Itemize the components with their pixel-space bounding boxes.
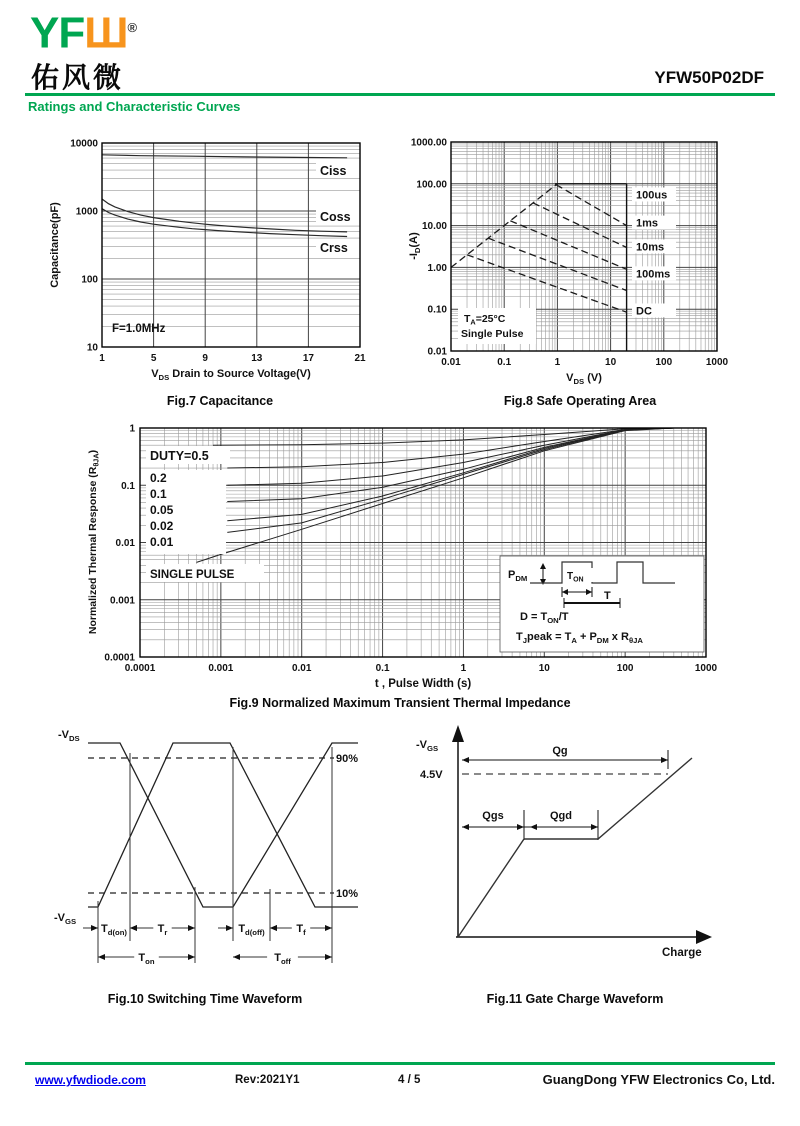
curve-label-1ms: 1ms (636, 217, 659, 230)
fig11-gate-charge-waveform (400, 722, 760, 970)
plateau-voltage-label: 4.5V (420, 769, 443, 781)
x-tick-label: 21 (354, 353, 366, 364)
test-condition-label: F=1.0MHz (112, 323, 166, 335)
curve-label-crss: Crss (320, 241, 348, 255)
x-tick-label: 17 (302, 353, 314, 364)
chart-label: $T_{d(on)}$ (101, 923, 127, 937)
revision-label: Rev:2021Y1 (235, 1074, 300, 1086)
y-axis-title: $-I_D(A)$ (408, 232, 422, 260)
fig7-capacitance-chart (28, 132, 380, 394)
qgd-label: Qgd (550, 810, 572, 822)
section-title: Ratings and Characteristic Curves (28, 99, 241, 114)
charge-axis-label: Charge (662, 947, 702, 959)
registered-trademark-icon: ® (127, 20, 137, 35)
duty-value-label: 0.1 (150, 487, 167, 501)
y-tick-label: 1.00 (427, 262, 447, 274)
vgs-axis-label: $-V_{GS}$ (416, 739, 439, 753)
x-tick-label: 0.001 (208, 663, 234, 674)
vds-label: $-V_{DS}$ (58, 729, 80, 743)
x-tick-label: 100 (616, 663, 634, 674)
fig9-thermal-impedance-chart (40, 418, 760, 710)
duty-value-label: 0.2 (150, 471, 167, 485)
part-number: YFW50P02DF (654, 68, 764, 87)
yfw-logo (30, 4, 136, 58)
website-link[interactable]: www.yfwdiode.com (35, 1073, 146, 1087)
fig8-caption: Fig.8 Safe Operating Area (503, 394, 657, 408)
level-10-label: 10% (336, 888, 359, 900)
y-tick-label: 0.001 (109, 595, 135, 607)
x-tick-label: 1000 (705, 357, 729, 368)
page-number: 4 / 5 (398, 1074, 421, 1086)
y-tick-label: 0.01 (115, 538, 135, 549)
chart-label: $T_{on}$ (138, 952, 155, 966)
fig10-switching-waveform (30, 725, 380, 975)
level-90-label: 90% (336, 753, 359, 765)
inset-ton-label: $T_{ON}$ (567, 571, 584, 584)
x-tick-label: 1 (554, 357, 561, 368)
duty-title-label: DUTY=0.5 (150, 449, 209, 463)
y-axis-title: Normalized Thermal Response $(R_{\theta JA})$ (87, 449, 101, 635)
y-tick-label: 0.01 (427, 346, 447, 358)
x-tick-label: 1 (99, 353, 105, 364)
x-tick-label: 100 (655, 357, 673, 368)
y-tick-label: 1000.00 (410, 137, 447, 149)
x-tick-label: 0.01 (291, 663, 312, 674)
logo-mark-icon: Ш (84, 8, 128, 58)
fig7-caption: Fig.7 Capacitance (166, 394, 274, 408)
y-tick-label: 0.10 (427, 304, 447, 316)
chart-label: $T_r$ (157, 923, 168, 937)
y-tick-label: 10 (86, 342, 98, 354)
qgs-label: Qgs (482, 810, 504, 822)
inset-pdm-label: $P_{DM}$ (508, 569, 528, 583)
fig8-soa-chart (400, 132, 792, 394)
chart-label: $T_{off}$ (274, 952, 291, 966)
x-tick-label: 0.1 (375, 663, 390, 674)
x-tick-label: 0.1 (497, 357, 512, 368)
x-tick-label: 1 (460, 663, 467, 674)
vgs-label: $-V_{GS}$ (54, 912, 77, 926)
curve-label-100us: 100us (636, 189, 668, 202)
inset-duty-equation: $D = T_{ON}/T$ (520, 611, 569, 625)
y-tick-label: 0.0001 (104, 652, 135, 664)
test-condition-temp: $T_A=25^\circ C$ (464, 313, 506, 327)
footer-divider (25, 1062, 775, 1065)
y-tick-label: 0.1 (121, 480, 135, 492)
qg-label: Qg (552, 745, 568, 757)
x-axis-title: t , Pulse Width (s) (374, 678, 472, 690)
fig10-caption: Fig.10 Switching Time Waveform (107, 992, 303, 1006)
x-tick-label: 0.0001 (124, 663, 156, 674)
chart-label: $T_{d(off)}$ (238, 923, 265, 937)
curve-label-10ms: 10ms (636, 241, 665, 254)
x-tick-label: 1000 (694, 663, 718, 674)
y-axis-title: Capacitance(pF) (49, 202, 61, 288)
curve-label-dc: DC (636, 305, 652, 318)
duty-value-label: 0.05 (150, 503, 174, 517)
single-pulse-label: SINGLE PULSE (150, 569, 235, 581)
x-tick-label: 13 (251, 353, 263, 364)
x-axis-title: $V_{DS}$ (V) (566, 372, 602, 386)
curve-label-100ms: 100ms (636, 268, 671, 281)
y-tick-label: 1 (129, 423, 135, 435)
x-tick-label: 9 (202, 353, 208, 364)
curve-label-ciss: Ciss (320, 164, 347, 178)
company-name: GuangDong YFW Electronics Co, Ltd. (542, 1072, 775, 1087)
x-tick-label: 10 (538, 663, 550, 674)
y-tick-label: 10000 (70, 138, 98, 150)
y-tick-label: 1000 (75, 206, 98, 218)
test-condition-pulse: Single Pulse (461, 328, 524, 340)
x-tick-label: 5 (150, 353, 157, 364)
header-divider (25, 93, 775, 96)
y-tick-label: 10.00 (421, 221, 447, 233)
y-tick-label: 100.00 (416, 179, 447, 191)
fig9-caption: Fig.9 Normalized Maximum Transient Thermal Impedance (229, 696, 571, 710)
x-axis-title: $V_{DS}$ Drain to Source Voltage(V) (151, 368, 311, 382)
logo-chinese-name: 佑风微 (31, 62, 125, 93)
inset-period-label: T (604, 590, 611, 602)
inset-tjpeak-equation: $T_Jpeak = T_A + P_{DM}$ x $R_{\theta JA}$ (516, 631, 643, 645)
curve-label-coss: Coss (320, 210, 351, 224)
chart-label: $T_f$ (296, 923, 306, 937)
logo-text-green: YF (30, 8, 85, 58)
x-tick-label: 0.01 (441, 357, 461, 368)
duty-value-label: 0.02 (150, 519, 174, 533)
fig11-caption: Fig.11 Gate Charge Waveform (486, 992, 664, 1006)
x-tick-label: 10 (605, 357, 617, 368)
duty-value-label: 0.01 (150, 535, 174, 549)
y-tick-label: 100 (81, 274, 98, 286)
